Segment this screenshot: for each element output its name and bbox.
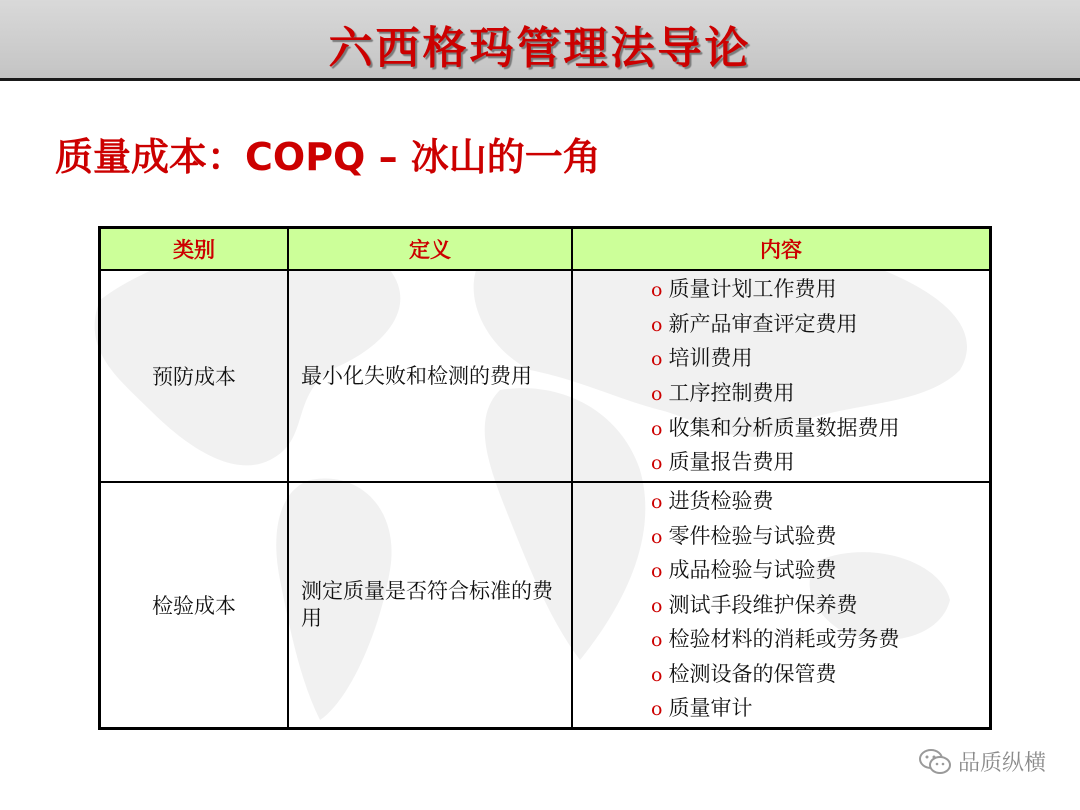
bullet-icon: o [651, 629, 663, 652]
bullet-icon: o [651, 594, 663, 617]
content-list [651, 272, 989, 480]
bullet-icon: o [651, 348, 663, 371]
slide-title: 六西格玛管理法导论 [328, 23, 752, 74]
table-header-row [100, 228, 991, 271]
bullet-icon: o [651, 279, 663, 302]
list-item: o 检测设备的保管费 [651, 661, 837, 686]
content-cell [572, 482, 991, 729]
bullet-icon: o [651, 313, 663, 336]
definition-cell: 最小化失败和检测的费用 [288, 270, 572, 482]
table-row [100, 482, 991, 729]
column-header-category: 类别 [100, 228, 289, 271]
list-item: o 成品检验与试验费 [651, 558, 837, 583]
list-item: o 培训费用 [651, 346, 753, 371]
wechat-watermark [918, 746, 1046, 777]
list-item: o 新产品审查评定费用 [651, 311, 858, 336]
category-cell: 检验成本 [100, 482, 289, 729]
list-item: o 测试手段维护保养费 [651, 592, 858, 617]
content-list [651, 484, 989, 726]
category-cell: 预防成本 [100, 270, 289, 482]
quality-cost-table [98, 226, 992, 730]
slide-subtitle: 质量成本：COPQ – 冰山的一角 [55, 135, 601, 179]
title-bar [0, 0, 1080, 81]
definition-cell: 测定质量是否符合标准的费用 [288, 482, 572, 729]
wechat-icon [918, 748, 952, 776]
bullet-icon: o [651, 560, 663, 583]
content-cell [572, 270, 991, 482]
list-item: o 质量计划工作费用 [651, 277, 837, 302]
bullet-icon: o [651, 698, 663, 721]
bullet-icon: o [651, 452, 663, 475]
list-item: o 进货检验费 [651, 488, 774, 513]
column-header-content: 内容 [572, 228, 991, 271]
list-item: o 检验材料的消耗或劳务费 [651, 627, 900, 652]
bullet-icon: o [651, 383, 663, 405]
list-item: o 质量审计 [651, 696, 753, 721]
bullet-icon: o [651, 417, 663, 440]
list-item: o 质量报告费用 [651, 450, 795, 475]
list-item: o 收集和分析质量数据费用 [651, 415, 900, 440]
table-row [100, 270, 991, 482]
column-header-definition: 定义 [288, 228, 572, 271]
wechat-account-name: 品质纵横 [957, 751, 1046, 776]
list-item: o 零件检验与试验费 [651, 523, 837, 548]
bullet-icon: o [651, 663, 663, 686]
bullet-icon: o [651, 490, 663, 513]
list-item: o 工序控制费用 [651, 381, 795, 405]
bullet-icon: o [651, 525, 663, 548]
